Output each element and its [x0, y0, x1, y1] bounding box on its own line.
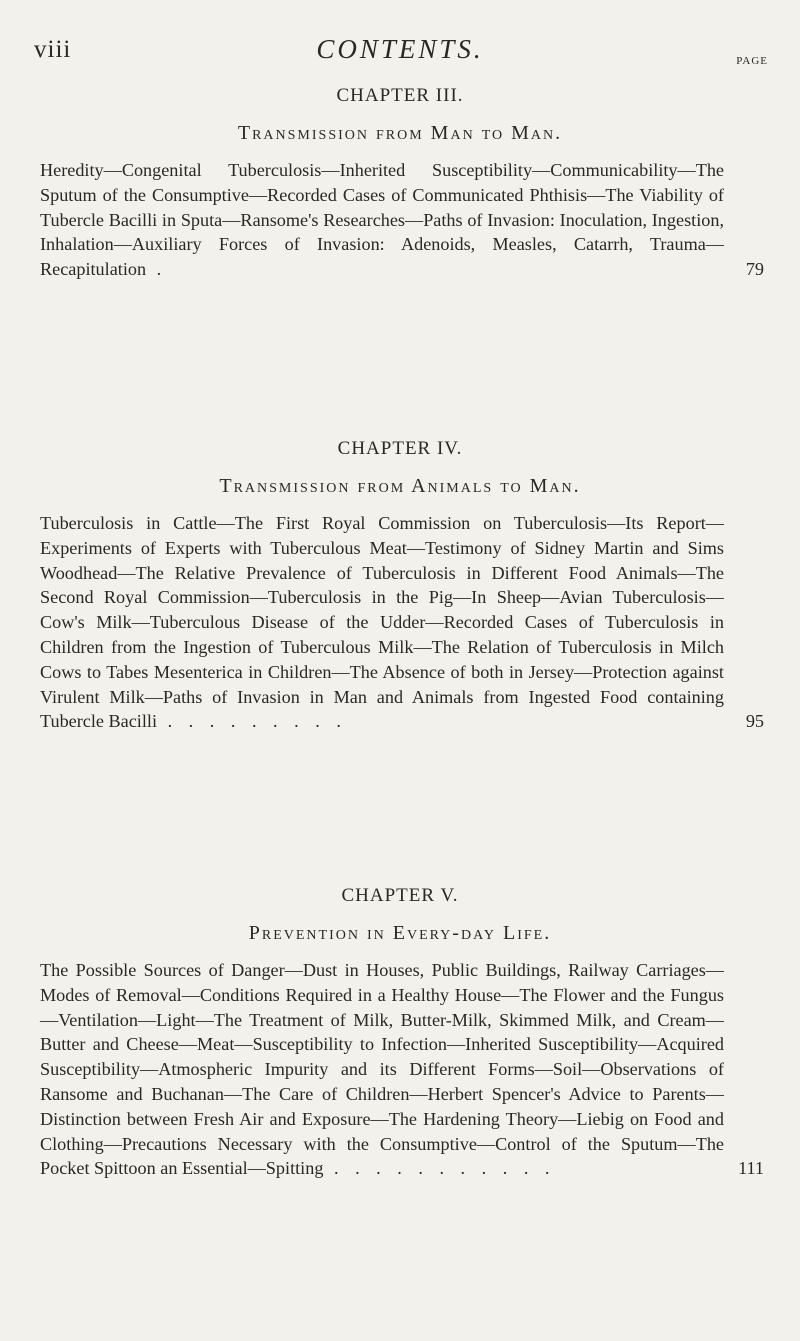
- chapter-number: CHAPTER V.: [341, 885, 459, 906]
- chapter-page-number: 95: [745, 711, 764, 732]
- dot-leader: . . . . . . . . .: [157, 711, 347, 732]
- page-column-label: PAGE: [736, 55, 768, 67]
- chapter-title: Transmission from Man to Man.: [237, 122, 563, 144]
- chapter-summary-text: The Possible Sources of Danger—Dust in Houses, Public Buildings, Railway Carriages—Modes of Removal—Conditions Required in a Healthy House—The Flower and the Fungus—Ventilation—Light—The Treatment of Milk, Butter-Milk, Skimmed Milk, and Cream—Butter and Cheese—Meat—Susceptibility to Infection—Inherited Susceptibility—Acquired Susceptibility—Atmospheric Impurity and its Different Forms—Soil—Observations of Ransome and Buchanan—The Care of Children—Herbert Spencer's Advice to Parents—Distinction between Fresh Air and Exposure—The Hardening Theory—Liebig on Food and Clothing—Precautions Necessary with the Consumptive—Control of the Sputum—The Pocket Spittoon an Essential—Spitting: [40, 960, 724, 1179]
- chapter-summary-text: Heredity—Congenital Tuberculosis—Inherited Susceptibility—Communicability—The Sputum of the Consumptive—Recorded Cases of Communicated Phthisis—The Viability of Tubercle Bacilli in Sputa—Ransome's Researches—Paths of Invasion: Inoculation, Ingestion, Inhalation—Auxiliary Forces of Invasion: Adenoids, Measles, Catarrh, Trauma—Recapitulation: [40, 160, 724, 280]
- chapter-number: CHAPTER III.: [336, 85, 464, 106]
- chapter-page-number: 79: [745, 259, 764, 280]
- chapter-title: Transmission from Animals to Man.: [219, 475, 581, 497]
- chapter-summary: [40, 158, 764, 282]
- dot-leader: . . . . . . . . . . .: [323, 1158, 556, 1179]
- chapter-entry-5: [40, 882, 764, 1181]
- chapter-entry-4: [40, 435, 764, 734]
- dot-leader: .: [146, 259, 168, 280]
- chapter-title: Prevention in Every-day Life.: [248, 922, 552, 944]
- page-folio: viii: [34, 36, 72, 63]
- running-head: [0, 30, 800, 70]
- chapter-summary: [40, 511, 764, 734]
- chapter-summary-text: Tuberculosis in Cattle—The First Royal Commission on Tuberculosis—Its Report—Experiments of Experts with Tuberculous Meat—Testimony of Sidney Martin and Sims Woodhead—The Relative Prevalence of Tuberculosis in Different Food Animals—The Second Royal Commission—Tuberculosis in the Pig—In Sheep—Avian Tuberculosis—Cow's Milk—Tuberculous Disease of the Udder—Recorded Cases of Tuberculosis in Children from the Ingestion of Tuberculous Milk—The Relation of Tuberculosis in Milch Cows to Tabes Mesenterica in Children—The Absence of both in Jersey—Protection against Virulent Milk—Paths of Invasion in Man and Animals from Ingested Food containing Tubercle Bacilli: [40, 513, 724, 732]
- chapter-entry-3: [40, 82, 764, 282]
- chapter-summary: [40, 958, 764, 1181]
- chapter-number: CHAPTER IV.: [337, 438, 463, 459]
- chapter-page-number: 111: [738, 1158, 764, 1179]
- running-title: CONTENTS.: [316, 34, 484, 64]
